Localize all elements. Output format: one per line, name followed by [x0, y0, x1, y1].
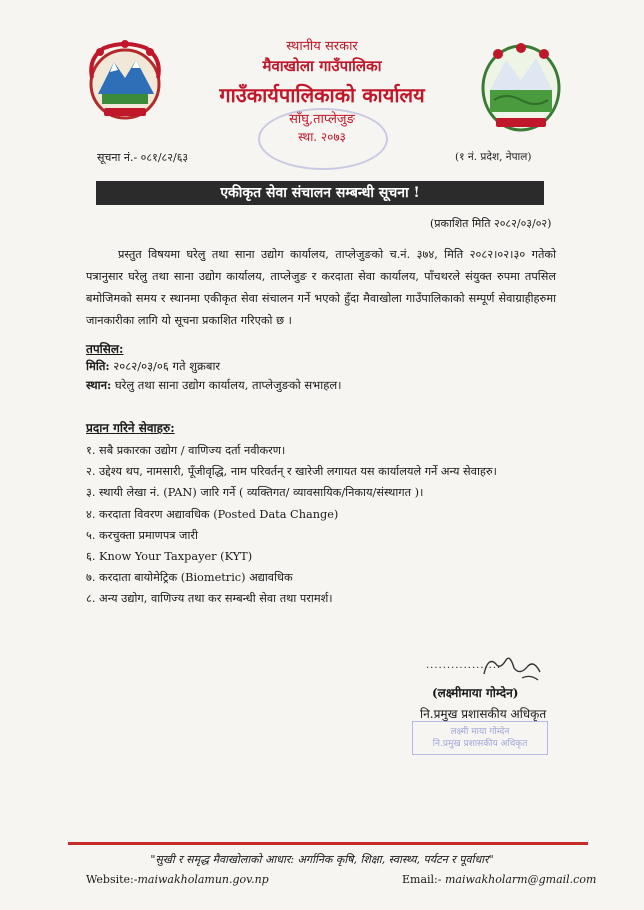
province-label: (१ नं. प्रदेश, नेपाल): [455, 151, 532, 163]
email-link[interactable]: maiwakholarm@gmail.com: [444, 873, 597, 886]
government-level: स्थानीय सरकार: [286, 39, 358, 54]
date-value: २०८२/०३/०६ गते शुक्रबार: [113, 359, 221, 373]
event-date: [86, 359, 220, 374]
place-label: स्थान:: [86, 378, 112, 392]
stamp-designation: नि.प्रमुख प्रशासकीय अधिकृत: [432, 739, 528, 749]
list-item: ७. करदाता बायोमेट्रिक (Biometric) अद्यावधिक: [86, 571, 293, 585]
services-list: [86, 440, 497, 610]
event-place: [86, 378, 342, 393]
website-link[interactable]: maiwakholamun.gov.np: [137, 873, 269, 886]
list-item: १. सबै प्रकारका उद्योग / वाणिज्य दर्ता नवीकरण।: [86, 444, 286, 457]
office-name: गाउँकार्यपालिकाको कार्यालय: [219, 83, 425, 107]
place-value: घरेलु तथा साना उद्योग कार्यालय, ताप्लेजुङको सभाहल।: [114, 378, 342, 392]
notice-body-text: प्रस्तुत विषयमा घरेलु तथा साना उद्योग कार्यालय, ताप्लेजुङको च.नं. ३७४, मिति २०८२।०२।३० गतेको पत्रानुसार घरेलु तथा साना उद्योग कार्यालय, ताप्लेजुङ र करदाता सेवा कार्यालय, पाँचथरले संयुक्त रुपमा तपसिल बमोजिमको समय र स्थानमा एकीकृत सेवा संचालन गर्ने भएको हुँदा मैवाखोला गाउँपालिकाको सम्पूर्ण सेवाग्राहीहरुमा जानकारीका लागि यो सूचना प्रकाशित गरिएको छ ।: [86, 248, 556, 327]
date-label: मिति:: [86, 359, 110, 373]
footer-divider: [68, 842, 588, 845]
footer-slogan: "सुखी र समृद्ध मैवाखोलाको आधार: अर्गानिक कृषि, शिक्षा, स्वास्थ्य, पर्यटन र पूर्वाधार": [150, 853, 494, 866]
list-item: ८. अन्य उद्योग, वाणिज्य तथा कर सम्बन्धी सेवा तथा परामर्श।: [86, 592, 333, 606]
signature-line: ..................: [426, 660, 502, 671]
website[interactable]: [86, 873, 269, 886]
signatory-name: (लक्ष्मीमाया गोम्देन): [432, 686, 519, 700]
website-label: Website:-: [86, 873, 138, 886]
notice-title: एकीकृत सेवा संचालन सम्बन्धी सूचना !: [96, 181, 544, 205]
reference-number: सूचना नं.- ०८१/८२/६३: [97, 151, 189, 164]
published-date: (प्रकाशित मिति २०८२/०३/०२): [430, 217, 552, 230]
office-address: साँघु,ताप्लेजुङ: [289, 112, 355, 127]
email-label: Email:-: [402, 873, 445, 886]
office-seal: [258, 108, 388, 170]
signatory-designation: नि.प्रमुख प्रशासकीय अधिकृत: [420, 707, 547, 721]
municipality-name: मैवाखोला गाउँपालिका: [262, 57, 382, 75]
list-item: ३. स्थायी लेखा नं. (PAN) जारि गर्ने ( व्यक्तिगत/ व्यावसायिक/निकाय/संस्थागत )।: [86, 486, 424, 500]
established-year: स्था. २०७३: [298, 130, 346, 144]
list-item: ६. Know Your Taxpayer (KYT): [86, 549, 253, 563]
list-item: २. उद्देश्य थप, नामसारी, पूँजीवृद्धि, नाम परिवर्तन् र खारेजी लगायत यस कार्यालयले गर्ने अन्य सेवाहरु।: [86, 465, 497, 479]
list-item: ४. करदाता विवरण अद्यावधिक (Posted Data Change): [86, 507, 339, 521]
signature-stamp: [412, 721, 548, 755]
details-heading: तपसिल:: [86, 342, 124, 356]
email[interactable]: [402, 873, 596, 886]
notice-body: [86, 244, 556, 332]
list-item: ५. करचुक्ता प्रमाणपत्र जारी: [86, 528, 198, 542]
stamp-name: लक्ष्मी माया गोम्देन: [450, 727, 510, 737]
services-heading: प्रदान गरिने सेवाहरु:: [86, 421, 175, 435]
